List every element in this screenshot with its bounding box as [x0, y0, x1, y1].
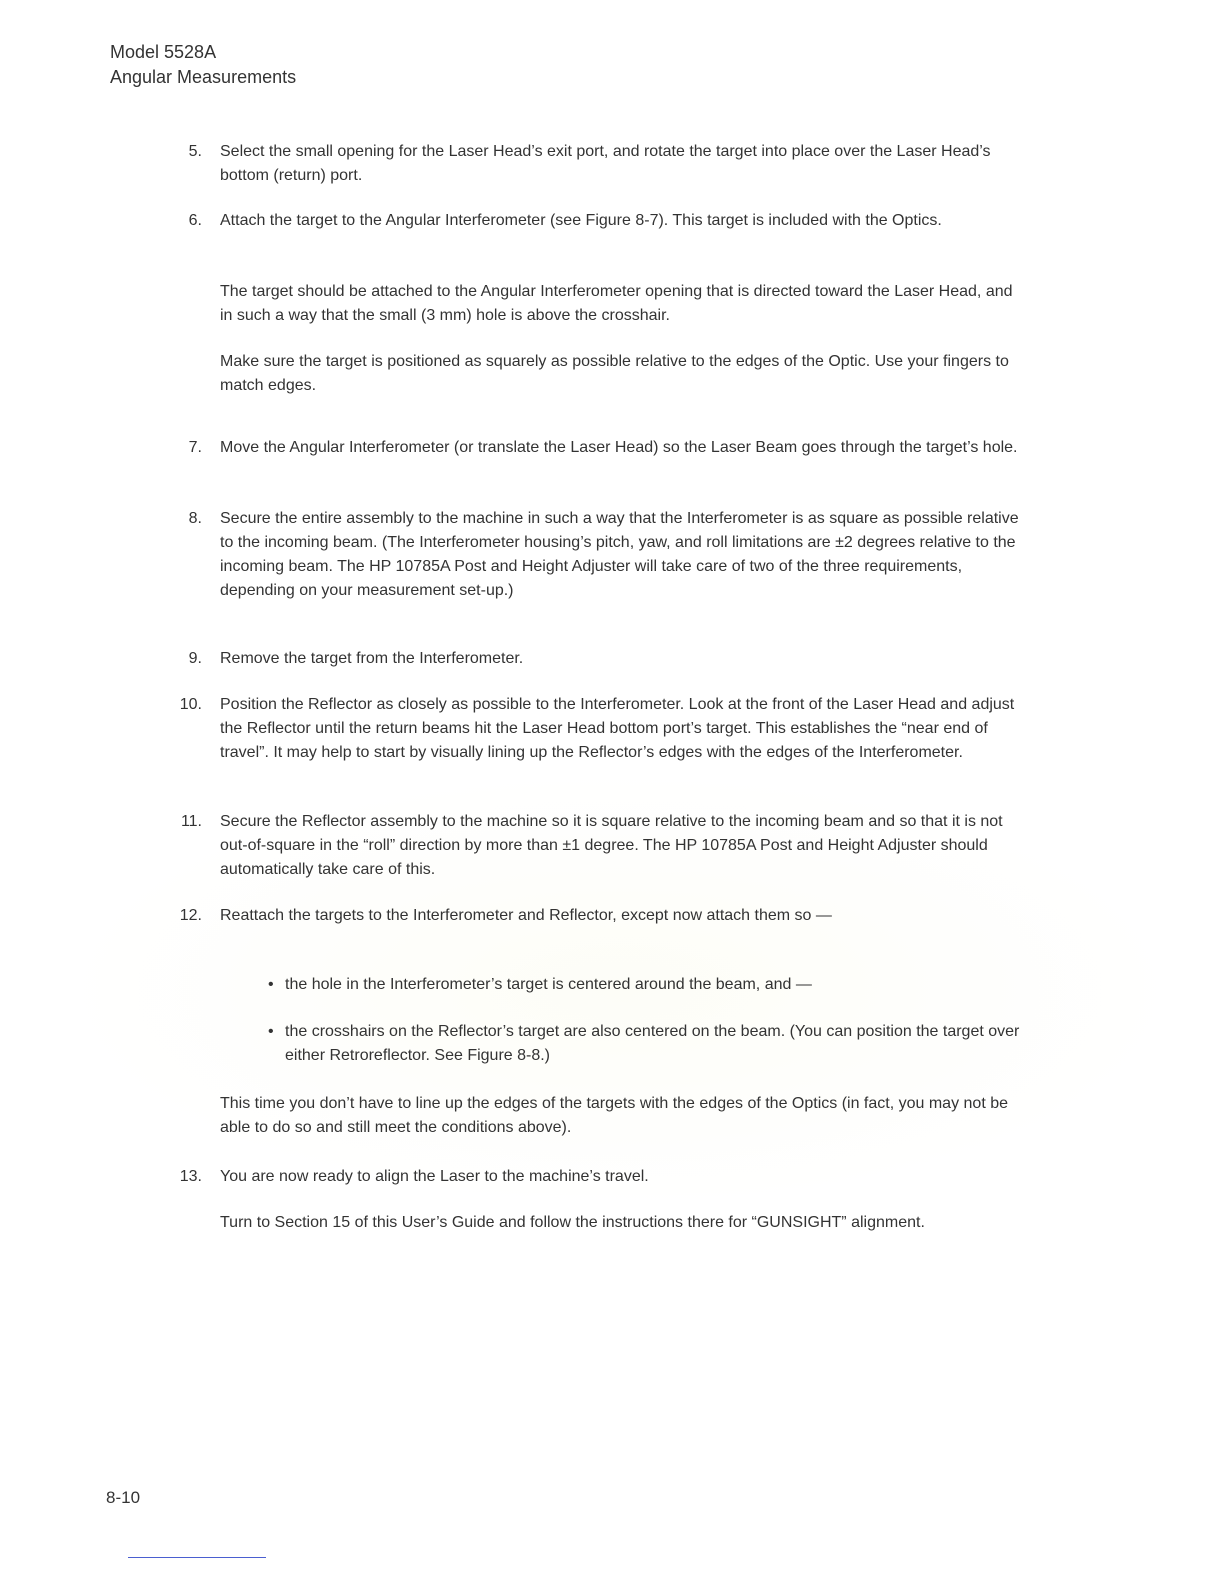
bullet-icon: •	[268, 976, 274, 993]
bullet-text: the hole in the Interferometer’s target is centered around the beam, and —	[285, 976, 812, 993]
step-text: Remove the target from the Interferometer.	[220, 650, 524, 667]
step-number: 6.	[188, 212, 202, 229]
step-number: 9.	[188, 650, 202, 667]
step-number: 7.	[188, 439, 202, 456]
step-number: 12.	[179, 907, 202, 924]
step-number: 5.	[188, 143, 202, 160]
bullet-icon: •	[268, 1023, 274, 1040]
step-text: Position the Reflector as closely as possible to the Interferometer. Look at the front of the Laser Head and adjust the Reflector until the return beams hit the Laser Head bottom port’s target. This establishes the “near end of travel”. It may help to start by visually lining up the Reflector’s edges with the edges of the Interferometer.	[220, 696, 1015, 761]
divider	[128, 1557, 266, 1558]
bullet-item	[268, 1020, 1022, 1068]
step-number: 13.	[179, 1168, 202, 1185]
header-section: Angular Measurements	[110, 67, 297, 87]
step-text: Secure the Reflector assembly to the machine so it is square relative to the incoming beam and so that it is not out-of-square in the “roll” direction by more than ±1 degree. The HP 10785A Post and Height Adjuster should automatically take care of this.	[220, 813, 1003, 878]
step-text: You are now ready to align the Laser to the machine’s travel.	[220, 1168, 649, 1185]
step-text: Turn to Section 15 of this User’s Guide and follow the instructions there for “GUNSIGHT” alignment.	[220, 1214, 925, 1231]
step-text: This time you don’t have to line up the edges of the targets with the edges of the Optics (in fact, you may not be able to do so and still meet the conditions above).	[220, 1095, 1009, 1136]
header-model: Model 5528A	[110, 42, 217, 62]
step-text: Secure the entire assembly to the machine in such a way that the Interferometer is as square as possible relative to the incoming beam. (The Interferometer housing’s pitch, yaw, and roll limitations are ±2 degrees relative to the incoming beam. The HP 10785A Post and Height Adjuster will take care of two of the three requirements, depending on your measurement set-up.)	[220, 510, 1019, 599]
step-text: Reattach the targets to the Interferometer and Reflector, except now attach them so —	[220, 907, 832, 924]
step-text: Make sure the target is positioned as squarely as possible relative to the edges of the Optic. Use your fingers to match edges.	[220, 353, 1009, 394]
page-number: 8-10	[106, 1488, 141, 1507]
step-number: 8.	[188, 510, 202, 527]
step-text: Move the Angular Interferometer (or translate the Laser Head) so the Laser Beam goes through the target’s hole.	[220, 439, 1018, 456]
step-number: 10.	[179, 696, 202, 713]
step-text: The target should be attached to the Angular Interferometer opening that is directed toward the Laser Head, and in such a way that the small (3 mm) hole is above the crosshair.	[220, 283, 1013, 324]
step-number: 11.	[180, 813, 202, 830]
step-text: Select the small opening for the Laser Head’s exit port, and rotate the target into place over the Laser Head’s bottom (return) port.	[220, 143, 991, 184]
running-header	[110, 40, 296, 90]
bullet-text: the crosshairs on the Reflector’s target are also centered on the beam. (You can position the target over either Retroreflector. See Figure 8-8.)	[285, 1023, 1020, 1064]
step-text: Attach the target to the Angular Interferometer (see Figure 8-7). This target is included with the Optics.	[220, 212, 942, 229]
bullet-item	[268, 973, 1022, 997]
